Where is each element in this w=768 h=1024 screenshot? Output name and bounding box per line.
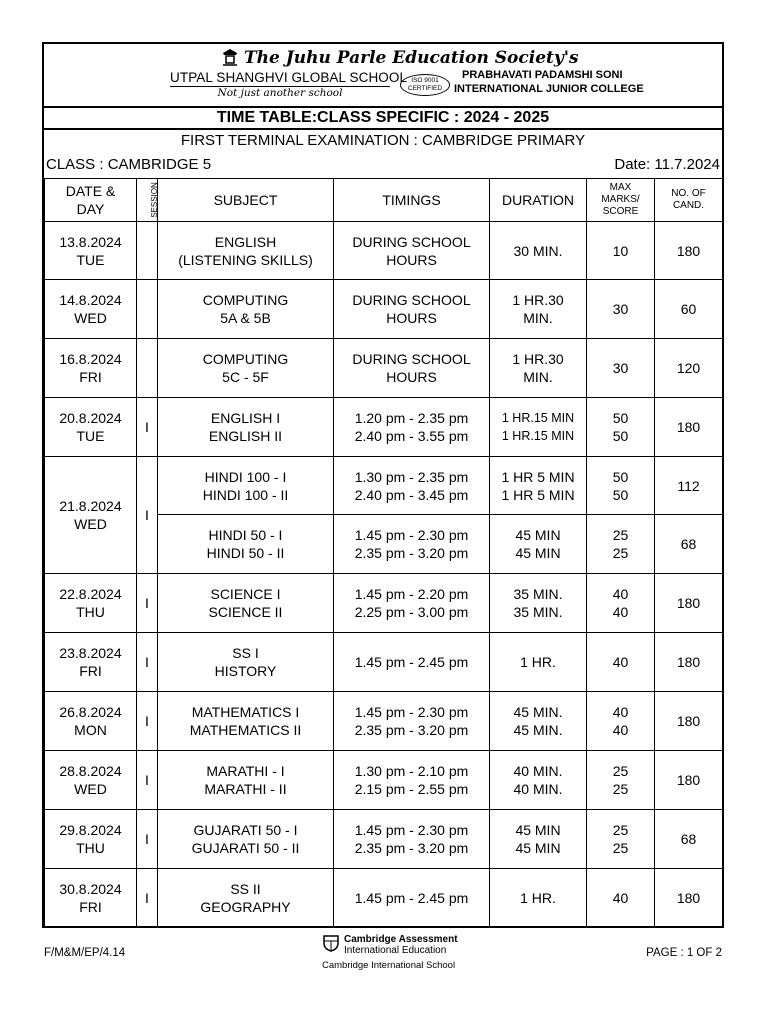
marks-cell: 25 25 — [587, 810, 655, 869]
session-cell: I — [137, 751, 158, 810]
duration-cell: 45 MIN 45 MIN — [490, 515, 587, 574]
subject-cell: COMPUTING 5A & 5B — [158, 280, 334, 339]
session-cell — [137, 339, 158, 398]
duration-cell: 1 HR. — [490, 633, 587, 692]
page-number: PAGE : 1 OF 2 — [646, 947, 722, 959]
cambridge-line3: Cambridge International School — [322, 960, 456, 971]
cand-cell: 180 — [655, 222, 723, 280]
cand-cell: 180 — [655, 633, 723, 692]
date-cell: 21.8.2024 WED — [45, 457, 137, 574]
table-row — [45, 339, 723, 398]
subject-cell: SCIENCE I SCIENCE II — [158, 574, 334, 633]
duration-cell: 1 HR 5 MIN 1 HR 5 MIN — [490, 457, 587, 515]
form-code: F/M&M/EP/4.14 — [44, 947, 126, 959]
session-cell — [137, 222, 158, 280]
table-row — [45, 810, 723, 869]
subject-cell: HINDI 100 - I HINDI 100 - II — [158, 457, 334, 515]
subject-cell: HINDI 50 - I HINDI 50 - II — [158, 515, 334, 574]
duration-cell: 45 MIN. 45 MIN. — [490, 692, 587, 751]
session-cell: I — [137, 574, 158, 633]
date-cell: 16.8.2024 FRI — [45, 339, 137, 398]
session-cell: I — [137, 398, 158, 457]
society-name: The Juhu Parle Education Society's — [244, 48, 579, 68]
timings-cell: 1.45 pm - 2.20 pm 2.25 pm - 3.00 pm — [334, 574, 490, 633]
cand-cell: 60 — [655, 280, 723, 339]
duration-cell: 30 MIN. — [490, 222, 587, 280]
cand-cell: 180 — [655, 869, 723, 927]
cand-cell: 180 — [655, 574, 723, 633]
col-max-marks: MAX MARKS/ SCORE — [587, 179, 655, 222]
cambridge-crest-icon — [322, 934, 340, 952]
cand-cell: 180 — [655, 398, 723, 457]
college-line1: PRABHAVATI PADAMSHI SONI — [462, 69, 623, 81]
col-session: SESSION — [137, 179, 158, 222]
date-cell: 26.8.2024 MON — [45, 692, 137, 751]
marks-cell: 40 40 — [587, 692, 655, 751]
timings-cell: 1.30 pm - 2.35 pm 2.40 pm - 3.45 pm — [334, 457, 490, 515]
timings-cell: DURING SCHOOL HOURS — [334, 280, 490, 339]
cand-cell: 120 — [655, 339, 723, 398]
subject-cell: MARATHI - I MARATHI - II — [158, 751, 334, 810]
duration-cell: 40 MIN. 40 MIN. — [490, 751, 587, 810]
college-name — [454, 68, 644, 96]
iso-badge — [400, 74, 450, 96]
marks-cell: 10 — [587, 222, 655, 280]
college-line2: INTERNATIONAL JUNIOR COLLEGE — [454, 83, 644, 95]
cand-cell: 68 — [655, 810, 723, 869]
cambridge-line2: International Education — [344, 945, 447, 956]
timings-cell: 1.45 pm - 2.45 pm — [334, 633, 490, 692]
subject-cell: GUJARATI 50 - I GUJARATI 50 - II — [158, 810, 334, 869]
school-name: UTPAL SHANGHVI GLOBAL SCHOOL — [170, 70, 408, 85]
timings-cell: 1.45 pm - 2.30 pm 2.35 pm - 3.20 pm — [334, 515, 490, 574]
date-cell: 29.8.2024 THU — [45, 810, 137, 869]
marks-cell: 40 40 — [587, 574, 655, 633]
table-row — [45, 692, 723, 751]
duration-cell: 45 MIN 45 MIN — [490, 810, 587, 869]
timings-cell: 1.45 pm - 2.30 pm 2.35 pm - 3.20 pm — [334, 692, 490, 751]
cand-cell: 180 — [655, 692, 723, 751]
date-cell: 13.8.2024 TUE — [45, 222, 137, 280]
session-cell: I — [137, 692, 158, 751]
page-title: TIME TABLE:CLASS SPECIFIC : 2024 - 2025 — [44, 106, 722, 130]
letterhead — [44, 44, 722, 108]
marks-cell: 30 — [587, 280, 655, 339]
table-row — [45, 633, 723, 692]
session-cell — [137, 280, 158, 339]
cand-cell: 68 — [655, 515, 723, 574]
marks-cell: 30 — [587, 339, 655, 398]
cand-cell: 180 — [655, 751, 723, 810]
subject-cell: SS II GEOGRAPHY — [158, 869, 334, 927]
marks-cell: 50 50 — [587, 457, 655, 515]
timings-cell: 1.45 pm - 2.30 pm 2.35 pm - 3.20 pm — [334, 810, 490, 869]
timetable — [44, 178, 723, 927]
date-cell: 14.8.2024 WED — [45, 280, 137, 339]
table-row — [45, 574, 723, 633]
cambridge-logo — [322, 934, 472, 974]
session-cell: I — [137, 810, 158, 869]
duration-cell: 1 HR. — [490, 869, 587, 927]
timings-cell: DURING SCHOOL HOURS — [334, 222, 490, 280]
marks-cell: 25 25 — [587, 515, 655, 574]
table-row — [45, 398, 723, 457]
session-cell: I — [137, 457, 158, 574]
iso-line1: ISO 9001 — [411, 77, 439, 84]
school-tagline: Not just another school — [217, 87, 343, 99]
timings-cell: 1.45 pm - 2.45 pm — [334, 869, 490, 927]
marks-cell: 50 50 — [587, 398, 655, 457]
timings-cell: 1.20 pm - 2.35 pm 2.40 pm - 3.55 pm — [334, 398, 490, 457]
marks-cell: 40 — [587, 869, 655, 927]
col-date-day: DATE & DAY — [45, 179, 137, 222]
table-header-row — [45, 179, 723, 222]
table-row — [45, 751, 723, 810]
subject-cell: ENGLISH I ENGLISH II — [158, 398, 334, 457]
date-cell: 30.8.2024 FRI — [45, 869, 137, 927]
duration-cell: 1 HR.30 MIN. — [490, 280, 587, 339]
school-block — [170, 70, 408, 100]
duration-cell: 1 HR.30 MIN. — [490, 339, 587, 398]
col-no-cand: NO. OF CAND. — [655, 179, 723, 222]
subject-cell: SS I HISTORY — [158, 633, 334, 692]
subject-cell: MATHEMATICS I MATHEMATICS II — [158, 692, 334, 751]
timings-cell: 1.30 pm - 2.10 pm 2.15 pm - 2.55 pm — [334, 751, 490, 810]
table-row — [45, 457, 723, 515]
class-date-row — [44, 152, 722, 178]
class-label: CLASS : CAMBRIDGE 5 — [46, 156, 212, 173]
date-cell: 22.8.2024 THU — [45, 574, 137, 633]
table-row — [45, 222, 723, 280]
duration-cell: 1 HR.15 MIN 1 HR.15 MIN — [490, 398, 587, 457]
date-cell: 28.8.2024 WED — [45, 751, 137, 810]
timetable-sheet — [42, 42, 724, 928]
session-cell: I — [137, 633, 158, 692]
session-cell: I — [137, 869, 158, 927]
duration-cell: 35 MIN. 35 MIN. — [490, 574, 587, 633]
date-cell: 23.8.2024 FRI — [45, 633, 137, 692]
col-timings: TIMINGS — [334, 179, 490, 222]
issue-date: Date: 11.7.2024 — [614, 156, 720, 173]
cand-cell: 112 — [655, 457, 723, 515]
timings-cell: DURING SCHOOL HOURS — [334, 339, 490, 398]
exam-subtitle: FIRST TERMINAL EXAMINATION : CAMBRIDGE PRIMARY — [180, 132, 586, 149]
subject-cell: COMPUTING 5C - 5F — [158, 339, 334, 398]
col-duration: DURATION — [490, 179, 587, 222]
date-cell: 20.8.2024 TUE — [45, 398, 137, 457]
subject-cell: ENGLISH (LISTENING SKILLS) — [158, 222, 334, 280]
table-row — [45, 280, 723, 339]
col-subject: SUBJECT — [158, 179, 334, 222]
marks-cell: 25 25 — [587, 751, 655, 810]
cambridge-line1: Cambridge Assessment — [344, 934, 458, 945]
iso-line2: CERTIFIED — [407, 85, 443, 92]
marks-cell: 40 — [587, 633, 655, 692]
table-row — [45, 869, 723, 927]
society-emblem-icon — [220, 47, 240, 67]
